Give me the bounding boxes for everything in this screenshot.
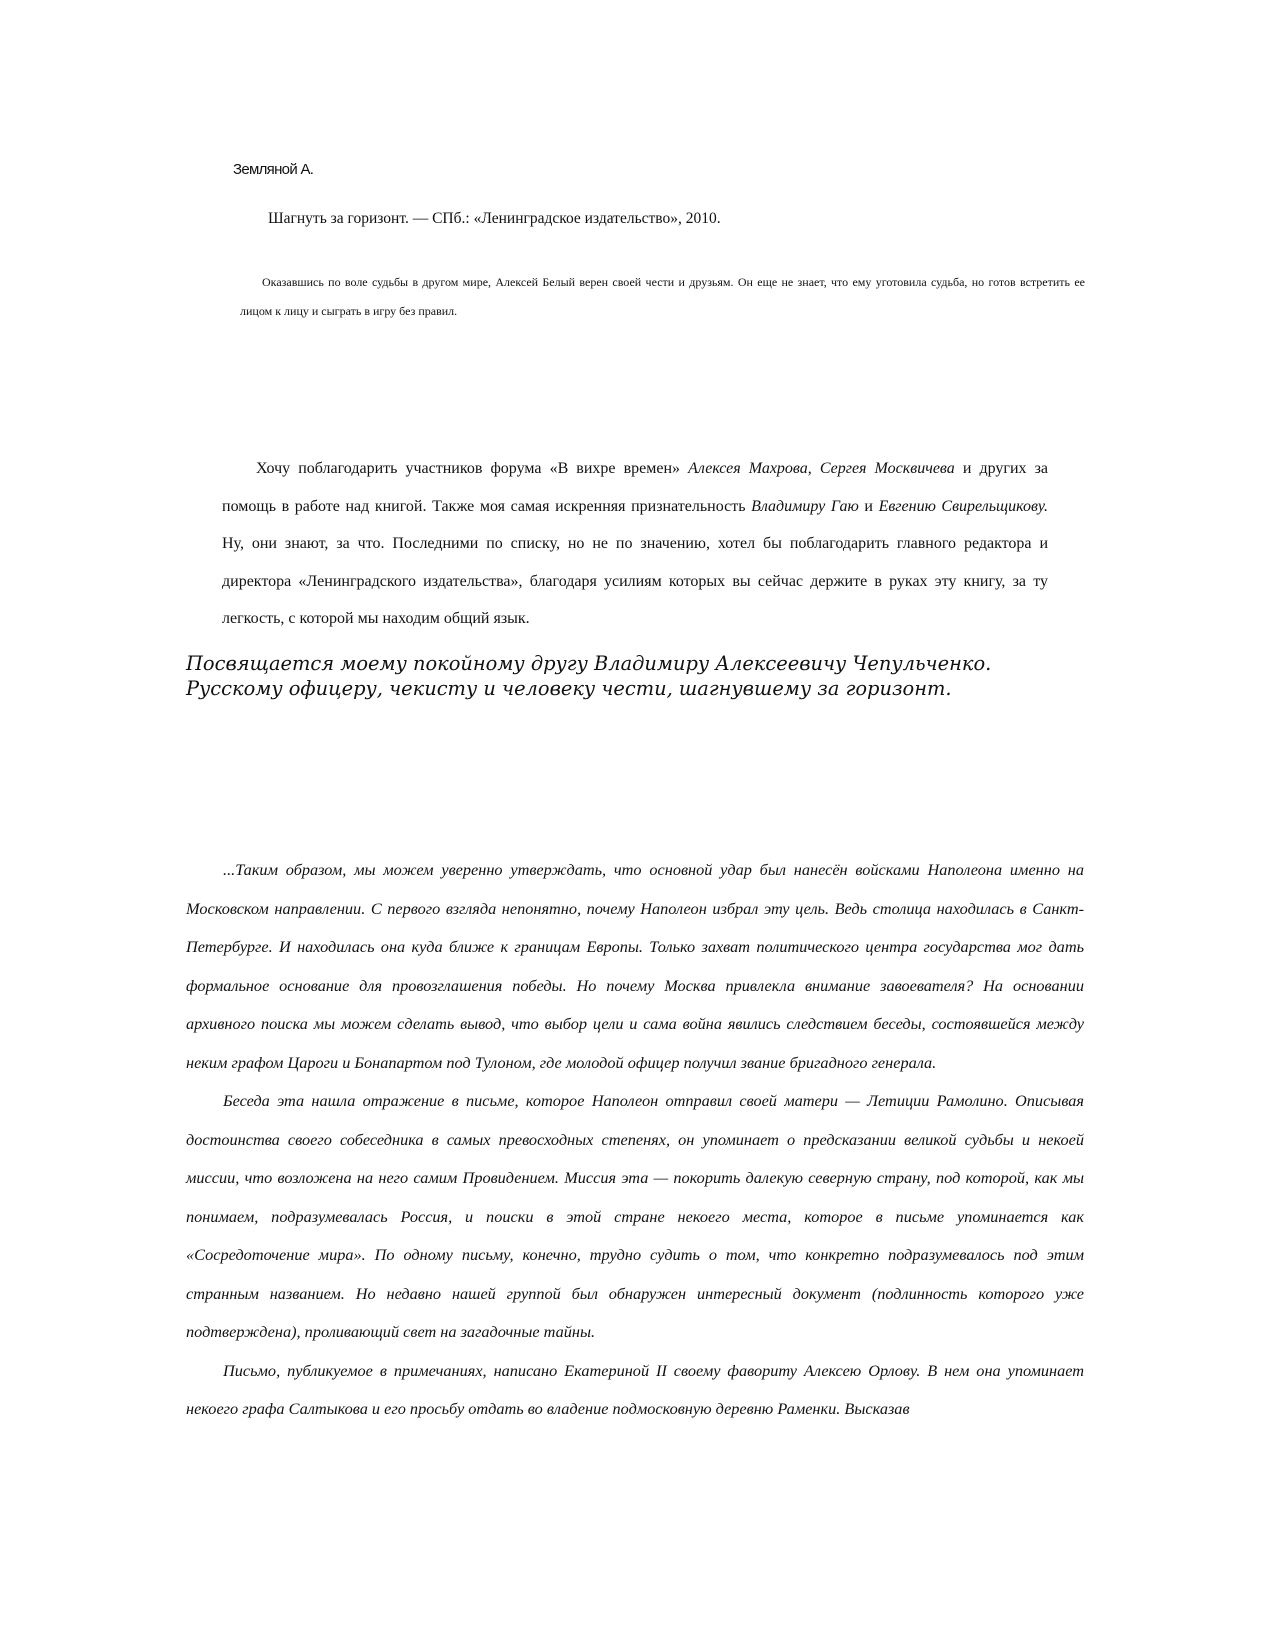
dedication: Посвящается моему покойному другу Владимиру Алексеевичу Чепульченко. Русскому офицеру, чекисту и человеку чести, шагнувшему за горизонт. — [186, 652, 992, 700]
ack-names-2: Владимиру Гаю — [751, 497, 859, 515]
epigraph-paragraph: Письмо, публикуемое в примечаниях, написано Екатериной II своему фавориту Алексею Орлову. В нем она упоминает некоего графа Салтыкова и его просьбу отдать во владение подмосковную деревню Раменки. Высказав — [186, 1360, 1084, 1418]
ack-names-1: Алексея Махрова, Сергея Москвичева — [688, 460, 955, 477]
book-annotation: Оказавшись по воле судьбы в другом мире, Алексей Белый верен своей чести и друзьям. Он еще не знает, что ему уготовила судьба, но готов встретить ее лицом к лицу и сыграть в игру без правил. — [240, 275, 1085, 318]
ack-text-2: и других за помощь в работе над книгой. Также моя самая искренняя признательность — [222, 460, 1048, 515]
book-imprint: Шагнуть за горизонт. — СПб.: «Ленинградское издательство», 2010. — [268, 210, 721, 227]
ack-text-3: и — [858, 497, 879, 515]
ack-text-4: Ну, они знают, за что. Последними по списку, но не по значению, хотел бы поблагодарить главного редактора и директора «Ленинградского издательства», благодаря усилиям которых вы сейчас держите в руках эту книгу, за ту легкость, с которой мы находим общий язык. — [222, 535, 1048, 627]
ack-text-1: Хочу поблагодарить участников форума «В вихре времен» — [256, 460, 689, 477]
ack-names-3: Евгению Свирельщикову. — [878, 497, 1049, 515]
acknowledgement-paragraph — [222, 450, 1048, 638]
epigraph — [186, 851, 1084, 1429]
epigraph-paragraph: Беседа эта нашла отражение в письме, которое Наполеон отправил своей матери — Летиции Рамолино. Описывая достоинства своего собеседника в самых превосходных степенях, он упоминает о предсказании великой судьбы и некоей миссии, что возложена на него самим Провидением. Миссия эта — покорить далекую северную страну, под которой, как мы понимаем, подразумевалась Россия, и поиски в этой стране некоего места, которое в письме упоминается как «Сосредоточение мира». По одному письму, конечно, трудно судить о том, что конкретно подразумевалось под этим странным названием. Но недавно нашей группой был обнаружен интересный документ (подлинность которого уже подтверждена), проливающий свет на загадочные тайны. — [186, 1091, 1084, 1341]
epigraph-paragraph: ...Таким образом, мы можем уверенно утверждать, что основной удар был нанесён войсками Наполеона именно на Московском направлении. С первого взгляда непонятно, почему Наполеон избрал эту цель. Ведь столица находилась в Санкт-Петербурге. И находилась она куда ближе к границам Европы. Только захват политического центра государства мог дать формальное основание для провозглашения победы. Но почему Москва привлекла внимание завоевателя? На основании архивного поиска мы можем сделать вывод, что выбор цели и сама война явились следствием беседы, состоявшейся между неким графом Цароги и Бонапартом под Тулоном, где молодой офицер получил звание бригадного генерала. — [186, 860, 1084, 1072]
author-name: Земляной А. — [233, 161, 314, 178]
